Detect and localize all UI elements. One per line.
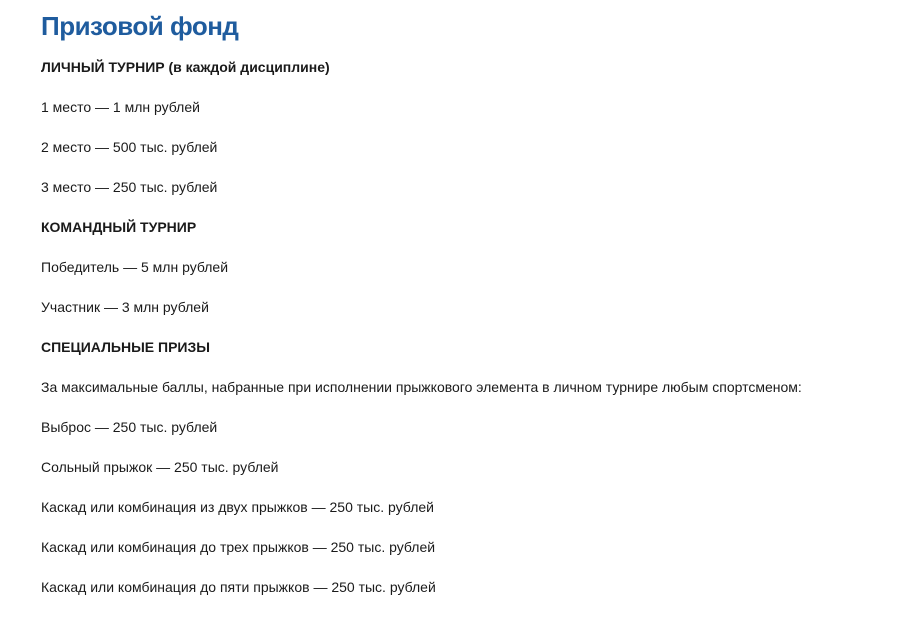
special-prize-item: Каскад или комбинация из двух прыжков — 250 тыс. рублей — [41, 499, 434, 515]
team-tournament-heading: КОМАНДНЫЙ ТУРНИР — [41, 219, 197, 235]
page-title: Призовой фонд — [41, 11, 239, 41]
team-prize-item: Победитель — 5 млн рублей — [41, 259, 229, 275]
special-prize-item: Сольный прыжок — 250 тыс. рублей — [41, 459, 279, 475]
special-prizes-intro: За максимальные баллы, набранные при исполнении прыжкового элемента в личном турнире любым спортсменом: — [41, 379, 802, 395]
special-prize-item: Каскад или комбинация до трех прыжков — 250 тыс. рублей — [41, 539, 436, 555]
special-prizes-heading: СПЕЦИАЛЬНЫЕ ПРИЗЫ — [41, 339, 210, 355]
personal-prize-item: 2 место — 500 тыс. рублей — [41, 139, 218, 155]
personal-prize-item: 1 место — 1 млн рублей — [41, 99, 200, 115]
personal-prize-item: 3 место — 250 тыс. рублей — [41, 179, 218, 195]
special-prize-item: Выброс — 250 тыс. рублей — [41, 419, 218, 435]
special-prize-item: Каскад или комбинация до пяти прыжков — 250 тыс. рублей — [41, 579, 436, 595]
team-prize-item: Участник — 3 млн рублей — [41, 299, 209, 315]
personal-tournament-heading: ЛИЧНЫЙ ТУРНИР (в каждой дисциплине) — [41, 59, 330, 75]
